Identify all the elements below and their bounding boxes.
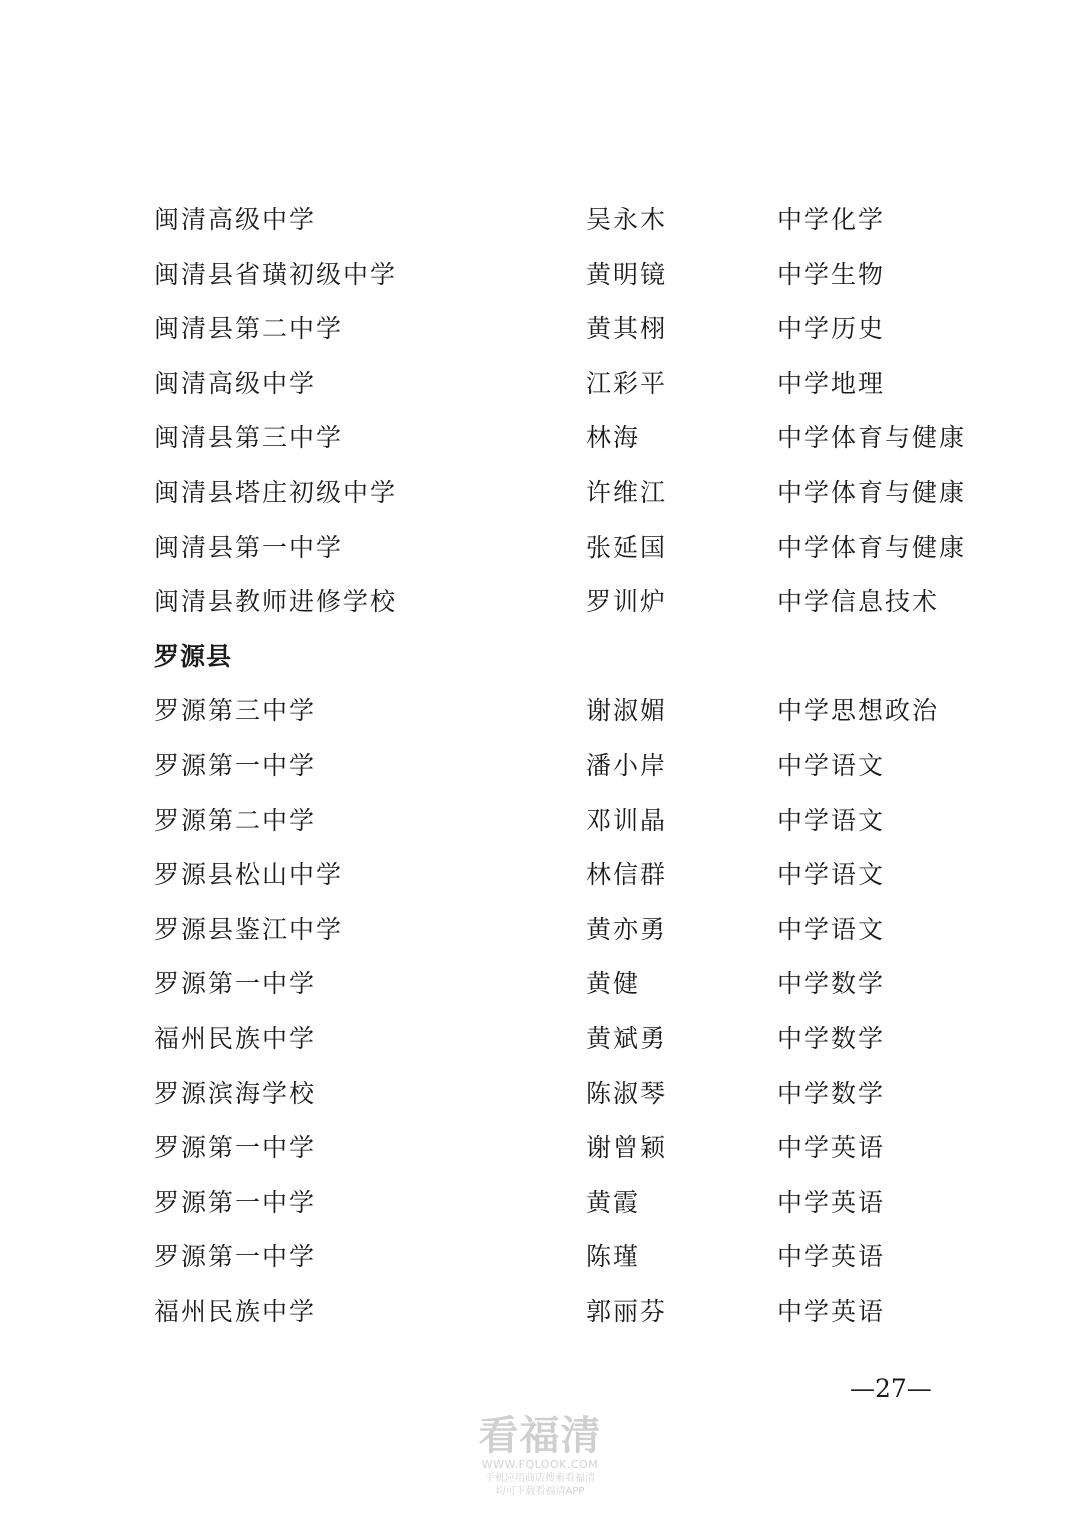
- subject-cell: 中学语文: [777, 805, 886, 835]
- section-title: 罗源县: [154, 641, 233, 671]
- table-row: [0, 572, 1080, 627]
- name-cell: 黄亦勇: [586, 914, 668, 944]
- school-cell: 闽清县第一中学: [154, 532, 344, 562]
- table-row: [0, 299, 1080, 354]
- subject-cell: 中学英语: [777, 1187, 886, 1217]
- name-cell: 黄健: [586, 969, 641, 999]
- watermark-url: WWW.FQLOOK.COM: [481, 1458, 599, 1471]
- subject-cell: 中学语文: [777, 860, 886, 890]
- table-row: [0, 1227, 1080, 1282]
- table-row: [0, 845, 1080, 900]
- school-cell: 罗源县鉴江中学: [154, 914, 344, 944]
- name-cell: 黄其栩: [586, 314, 668, 344]
- subject-cell: 中学英语: [777, 1296, 886, 1326]
- table-row: [0, 736, 1080, 791]
- table-row: [0, 408, 1080, 463]
- school-cell: 闽清县第二中学: [154, 314, 344, 344]
- name-cell: 黄明镜: [586, 259, 668, 289]
- subject-cell: 中学体育与健康: [777, 532, 967, 562]
- subject-cell: 中学语文: [777, 750, 886, 780]
- subject-cell: 中学数学: [777, 1078, 886, 1108]
- name-cell: 黄斌勇: [586, 1023, 668, 1053]
- table-row: [0, 463, 1080, 518]
- table-row: [0, 1064, 1080, 1119]
- name-cell: 许维江: [586, 477, 668, 507]
- name-cell: 林信群: [586, 860, 668, 890]
- table-row: [0, 1282, 1080, 1337]
- subject-cell: 中学语文: [777, 914, 886, 944]
- table-row: [0, 354, 1080, 409]
- page-number: —27—: [850, 1374, 932, 1403]
- table-row: [0, 518, 1080, 573]
- name-cell: 谢曾颖: [586, 1133, 668, 1163]
- school-cell: 罗源第一中学: [154, 1187, 317, 1217]
- subject-cell: 中学数学: [777, 1023, 886, 1053]
- name-cell: 罗训炉: [586, 587, 668, 617]
- table-row: [0, 245, 1080, 300]
- school-cell: 罗源滨海学校: [154, 1078, 317, 1108]
- subject-cell: 中学生物: [777, 259, 886, 289]
- subject-cell: 中学思想政治: [777, 696, 940, 726]
- subject-cell: 中学数学: [777, 969, 886, 999]
- name-cell: 潘小岸: [586, 750, 668, 780]
- subject-cell: 中学英语: [777, 1133, 886, 1163]
- watermark-line-1: 手机应用商店搜索看福清: [485, 1473, 595, 1484]
- name-cell: 吴永木: [586, 205, 668, 234]
- table-row: [0, 1009, 1080, 1064]
- name-cell: 江彩平: [586, 368, 668, 398]
- school-cell: 罗源县松山中学: [154, 860, 344, 890]
- school-cell: 罗源第一中学: [154, 750, 317, 780]
- school-cell: 罗源第三中学: [154, 696, 317, 726]
- subject-cell: 中学历史: [777, 314, 886, 344]
- table-row: [0, 900, 1080, 955]
- school-cell: 罗源第一中学: [154, 969, 317, 999]
- name-cell: 陈瑾: [586, 1242, 641, 1272]
- watermark-line-2: 均可下载看福清APP: [495, 1486, 585, 1497]
- watermark: [470, 1414, 610, 1498]
- school-cell: 罗源第二中学: [154, 805, 317, 835]
- school-cell: 罗源第一中学: [154, 1133, 317, 1163]
- school-cell: 闽清县第三中学: [154, 423, 344, 453]
- watermark-logo: 看福清: [478, 1413, 602, 1459]
- school-cell: 福州民族中学: [154, 1023, 317, 1053]
- subject-cell: 中学英语: [777, 1242, 886, 1272]
- school-cell: 闽清县塔庄初级中学: [154, 477, 398, 507]
- school-cell: 闽清高级中学: [154, 205, 317, 234]
- name-cell: 郭丽芬: [586, 1296, 668, 1326]
- name-cell: 黄霞: [586, 1187, 641, 1217]
- name-cell: 陈淑琴: [586, 1078, 668, 1108]
- school-cell: 罗源第一中学: [154, 1242, 317, 1272]
- section-heading: [0, 627, 1080, 682]
- table-row: [0, 954, 1080, 1009]
- school-cell: 闽清县省璜初级中学: [154, 259, 398, 289]
- table-row: [0, 681, 1080, 736]
- subject-cell: 中学地理: [777, 368, 886, 398]
- subject-cell: 中学化学: [777, 205, 886, 234]
- teacher-list: [0, 190, 1080, 1336]
- table-row: [0, 1173, 1080, 1228]
- table-row: [0, 791, 1080, 846]
- school-cell: 闽清高级中学: [154, 368, 317, 398]
- school-cell: 闽清县教师进修学校: [154, 587, 398, 617]
- name-cell: 谢淑媚: [586, 696, 668, 726]
- table-row: [0, 1118, 1080, 1173]
- school-cell: 福州民族中学: [154, 1296, 317, 1326]
- subject-cell: 中学体育与健康: [777, 477, 967, 507]
- name-cell: 张延国: [586, 532, 668, 562]
- table-row: [0, 190, 1080, 245]
- name-cell: 林海: [586, 423, 641, 453]
- name-cell: 邓训晶: [586, 805, 668, 835]
- subject-cell: 中学信息技术: [777, 587, 940, 617]
- subject-cell: 中学体育与健康: [777, 423, 967, 453]
